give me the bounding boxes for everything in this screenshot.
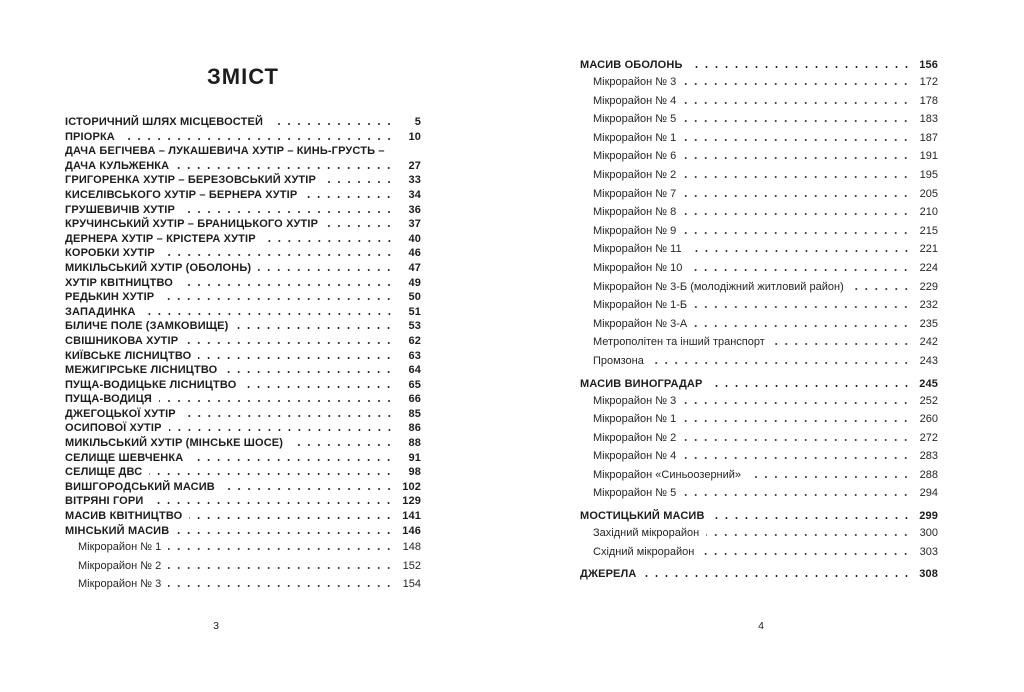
toc-entry-label: СЕЛИЩЕ ШЕВЧЕНКА: [65, 451, 184, 464]
toc-heading: ЗМІСТ: [207, 64, 279, 89]
toc-entry-label: МЕЖИГІРСЬКЕ ЛІСНИЦТВО: [65, 364, 218, 377]
toc-entry-label: СВІШНИКОВА ХУТІР: [65, 334, 179, 347]
toc-entry: [65, 451, 421, 466]
dot-leader: [168, 585, 394, 587]
toc-entry-page: 152: [402, 559, 421, 572]
toc-entry: [65, 436, 421, 451]
toc-entry-page: 191: [919, 150, 938, 163]
page-number-left: 3: [213, 620, 219, 632]
toc-entry: [65, 349, 421, 364]
toc-entry-page: 63: [408, 349, 421, 362]
dot-leader: [851, 288, 911, 290]
toc-entry-label: Мікрорайон № 6: [593, 150, 677, 163]
toc-entry-page: 243: [919, 354, 938, 367]
toc-entry-page: 53: [408, 320, 421, 333]
toc-entry-label: Мікрорайон № 3-Б (молодіжний житловий район): [593, 280, 844, 293]
dot-leader: [683, 213, 911, 215]
dot-leader: [706, 534, 911, 536]
toc-entry-label: Мікрорайон № 9: [593, 224, 677, 237]
toc-entry: [580, 259, 938, 278]
toc-entry-page: 172: [919, 76, 938, 88]
toc-entry: [580, 509, 938, 524]
toc-entry: [580, 203, 938, 222]
dot-leader: [168, 548, 394, 550]
toc-entry-page: 294: [919, 487, 938, 500]
toc-entry-page: 5: [414, 116, 421, 128]
dot-leader: [748, 476, 911, 478]
toc-entry-label: ВИШГОРОДСЬКИЙ МАСИВ: [65, 480, 215, 493]
toc-entry: [65, 465, 421, 480]
toc-entry-label: МІНСЬКИЙ МАСИВ: [65, 524, 170, 537]
dot-leader: [224, 371, 394, 373]
toc-entry-page: 245: [919, 377, 938, 390]
toc-entry: [580, 410, 938, 429]
dot-leader: [162, 254, 394, 256]
dot-leader: [198, 357, 394, 359]
toc-entry-page: 51: [408, 305, 421, 318]
toc-entry: [65, 246, 421, 261]
toc-entry-label: ДЖЕРЕЛА: [580, 568, 637, 581]
toc-entry: [580, 222, 938, 241]
toc-entry-label: МИКІЛЬСЬКИЙ ХУТІР (ОБОЛОНЬ): [65, 261, 252, 274]
toc-entry: [65, 378, 421, 393]
toc-entry: [580, 58, 938, 73]
toc-entry: [65, 290, 421, 305]
toc-entry-label: Промзона: [593, 354, 644, 367]
dot-leader: [185, 342, 394, 344]
toc-entry: [580, 110, 938, 129]
toc-entry-page: 34: [408, 188, 421, 201]
toc-entry: [65, 188, 421, 203]
dot-leader: [683, 420, 911, 422]
toc-entry-label: КОРОБКИ ХУТІР: [65, 247, 155, 260]
toc-entry-page: 221: [919, 243, 938, 256]
toc-entry: [65, 557, 421, 576]
toc-entry-page: 303: [919, 545, 938, 558]
toc-entry: [65, 363, 421, 378]
dot-leader: [701, 553, 911, 555]
toc-entry-label: Західний мікрорайон: [593, 527, 700, 540]
toc-entry-label: ДЕРНЕРА ХУТІР – КРІСТЕРА ХУТІР: [65, 232, 256, 245]
toc-entry: [580, 185, 938, 204]
toc-entry-page: 283: [919, 450, 938, 463]
toc-entry: [580, 567, 938, 582]
dot-leader: [683, 439, 911, 441]
toc-entry-label: Мікрорайон № 3: [593, 394, 677, 407]
toc-entry-page: 37: [408, 218, 421, 231]
toc-entry-page: 146: [402, 524, 421, 537]
toc-entry: [580, 429, 938, 448]
toc-entry-label: ДЖЕГОЦЬКОЇ ХУТІР: [65, 407, 176, 420]
toc-entry: [580, 333, 938, 352]
toc-entry: [65, 421, 421, 436]
toc-entry-label: БІЛИЧЕ ПОЛЕ (ЗАМКОВИЩЕ): [65, 320, 229, 333]
toc-entry-page: 183: [919, 113, 938, 126]
toc-entry-page: 85: [408, 407, 421, 420]
toc-entry-label: Мікрорайон № 3: [78, 578, 162, 591]
toc-entry: [580, 147, 938, 166]
toc-entry: [580, 377, 938, 392]
dot-leader: [263, 240, 394, 242]
toc-entry-label: Мікрорайон № 11: [593, 243, 682, 256]
toc-entry-label: Метрополітен та інший транспорт: [593, 336, 765, 349]
dot-leader: [689, 269, 911, 271]
toc-entry: [580, 278, 938, 297]
dot-leader: [143, 313, 394, 315]
dot-leader: [290, 444, 394, 446]
dot-leader: [235, 327, 394, 329]
toc-entry: [580, 543, 938, 562]
dot-leader: [683, 402, 911, 404]
toc-entry: [65, 305, 421, 320]
toc-entry: [580, 524, 938, 543]
dot-leader: [712, 517, 911, 519]
toc-entry-page: 91: [408, 451, 421, 464]
toc-entry: [580, 315, 938, 334]
toc-entry-label: МАСИВ ВИНОГРАДАР: [580, 377, 703, 390]
toc-entry-page: 40: [408, 232, 421, 245]
toc-entry: [580, 73, 938, 92]
dot-leader: [683, 457, 911, 459]
toc-entry-page: 300: [919, 527, 938, 540]
toc-entry-label: СЕЛИЩЕ ДВС: [65, 466, 143, 479]
toc-entry-page: 195: [919, 168, 938, 181]
dot-leader: [270, 123, 394, 125]
dot-leader: [182, 211, 394, 213]
toc-entry-page: 242: [919, 336, 938, 349]
toc-entry-label: РЕДЬКИН ХУТІР: [65, 291, 155, 304]
toc-entry-label: ДАЧА КУЛЬЖЕНКА: [65, 159, 170, 172]
toc-entry-page: 154: [402, 578, 421, 591]
dot-leader: [190, 459, 394, 461]
toc-entry-label: ГРИГОРЕНКА ХУТІР – БЕРЕЗОВСЬКИЙ ХУТІР: [65, 174, 316, 187]
dot-leader: [161, 298, 394, 300]
dot-leader: [168, 567, 394, 569]
toc-entry-page: 215: [919, 224, 938, 237]
toc-entry-label: ПРІОРКА: [65, 130, 115, 143]
toc-entry-page: 102: [402, 480, 421, 493]
toc-entry: [65, 217, 421, 232]
toc-entry: [65, 392, 421, 407]
toc-entry-page: 50: [408, 291, 421, 304]
dot-leader: [243, 386, 394, 388]
dot-leader: [683, 139, 911, 141]
toc-entry-page: 98: [408, 466, 421, 479]
toc-entry-label: ДАЧА БЕГІЧЕВА – ЛУКАШЕВИЧА ХУТІР – КИНЬ-ГРУСТЬ –: [65, 145, 385, 158]
toc-entry-page: 235: [919, 317, 938, 330]
dot-leader: [189, 517, 394, 519]
dot-leader: [258, 269, 394, 271]
toc-entry-label: Мікрорайон № 7: [593, 187, 677, 200]
toc-entry: [580, 166, 938, 185]
toc-entry-label: КРУЧИНСЬКИЙ ХУТІР – БРАНИЦЬКОГО ХУТІР: [65, 218, 319, 231]
toc-entry: [65, 494, 421, 509]
toc-entry-label: МИКІЛЬСЬКИЙ ХУТІР (МІНСЬКЕ ШОСЕ): [65, 437, 284, 450]
dot-leader: [690, 66, 911, 68]
toc-entry: [580, 129, 938, 148]
toc-entry-label: МОСТИЦЬКИЙ МАСИВ: [580, 510, 705, 523]
dot-leader: [644, 575, 911, 577]
toc-entry-page: 232: [919, 299, 938, 312]
toc-entry: [65, 407, 421, 422]
dot-leader: [176, 532, 394, 534]
toc-entry-page: 252: [919, 394, 938, 407]
toc-entry-label: Мікрорайон № 1: [78, 541, 162, 554]
toc-entry-page: 141: [402, 510, 421, 523]
toc-entry-page: 210: [919, 206, 938, 219]
toc-entry-page: 46: [408, 247, 421, 260]
toc-entry-label: Мікрорайон № 3: [593, 76, 677, 88]
toc-entry-page: 10: [408, 130, 421, 143]
toc-entry-label: ХУТІР КВІТНИЦТВО: [65, 276, 174, 289]
toc-entry: [65, 524, 421, 539]
toc-entry-label: Мікрорайон № 2: [78, 559, 162, 572]
dot-leader: [150, 502, 394, 504]
toc-entry-page: 129: [402, 495, 421, 508]
dot-leader: [183, 415, 394, 417]
toc-entry-label: КИСЕЛІВСЬКОГО ХУТІР – БЕРНЕРА ХУТІР: [65, 188, 298, 201]
toc-page-left: [65, 115, 421, 594]
toc-entry-page: 62: [408, 334, 421, 347]
dot-leader: [304, 196, 394, 198]
toc-entry: [65, 261, 421, 276]
toc-entry-label: Мікрорайон № 5: [593, 487, 677, 500]
toc-entry: [65, 319, 421, 334]
toc-entry: [65, 159, 421, 174]
dot-leader: [169, 429, 394, 431]
toc-entry: [65, 509, 421, 524]
toc-entry-page: 156: [919, 59, 938, 71]
toc-entry-page: 47: [408, 261, 421, 274]
toc-entry-page: 36: [408, 203, 421, 216]
dot-leader: [159, 400, 394, 402]
toc-entry: [65, 480, 421, 495]
dot-leader: [683, 102, 911, 104]
toc-entry: [65, 130, 421, 145]
dot-leader: [222, 488, 394, 490]
toc-entry-label: ПУЩА-ВОДИЦЬКЕ ЛІСНИЦТВО: [65, 378, 237, 391]
toc-entry: [580, 240, 938, 259]
toc-entry-page: 299: [919, 510, 938, 523]
toc-entry: [580, 92, 938, 111]
toc-entry-page: 187: [919, 131, 938, 144]
toc-entry: [65, 538, 421, 557]
toc-entry-label: Мікрорайон № 3-А: [593, 317, 688, 330]
toc-entry-label: МАСИВ КВІТНИЦТВО: [65, 510, 183, 523]
toc-entry-page: 229: [919, 280, 938, 293]
toc-entry-page: 86: [408, 422, 421, 435]
dot-leader: [683, 195, 911, 197]
dot-leader: [176, 167, 394, 169]
toc-entry-page: 66: [408, 393, 421, 406]
toc-page-right: [580, 58, 938, 582]
toc-entry-label: ОСИПОВОЇ ХУТІР: [65, 422, 162, 435]
toc-entry-label: Мікрорайон № 1: [593, 131, 677, 144]
dot-leader: [683, 176, 911, 178]
toc-entry-label: Мікрорайон № 2: [593, 168, 677, 181]
toc-entry-label: Мікрорайон № 1-Б: [593, 299, 688, 312]
toc-entry: [580, 392, 938, 411]
toc-entry-page: 27: [408, 159, 421, 172]
toc-entry: [580, 447, 938, 466]
toc-entry: [580, 466, 938, 485]
toc-entry-label: ВІТРЯНІ ГОРИ: [65, 495, 144, 508]
dot-leader: [683, 157, 911, 159]
toc-entry: [65, 115, 421, 130]
toc-entry: [580, 484, 938, 503]
dot-leader: [694, 306, 911, 308]
dot-leader: [651, 362, 911, 364]
dot-leader: [149, 473, 394, 475]
dot-leader: [323, 181, 394, 183]
toc-entry-label: ІСТОРИЧНИЙ ШЛЯХ МІСЦЕВОСТЕЙ: [65, 116, 264, 128]
dot-leader: [122, 138, 394, 140]
toc-entry: [65, 276, 421, 291]
toc-entry: [65, 144, 421, 159]
toc-entry-label: ЗАПАДИНКА: [65, 305, 136, 318]
dot-leader: [683, 120, 911, 122]
toc-entry-page: 178: [919, 94, 938, 107]
page-number-right: 4: [758, 620, 764, 632]
toc-entry: [65, 173, 421, 188]
toc-entry: [580, 296, 938, 315]
dot-leader: [180, 284, 394, 286]
toc-entry-page: 308: [919, 568, 938, 581]
toc-entry-page: 64: [408, 364, 421, 377]
toc-entry: [65, 334, 421, 349]
toc-entry: [65, 203, 421, 218]
dot-leader: [710, 385, 911, 387]
dot-leader: [325, 225, 394, 227]
toc-entry-label: Мікрорайон № 2: [593, 431, 677, 444]
toc-entry-page: 33: [408, 174, 421, 187]
toc-entry-page: 260: [919, 413, 938, 426]
toc-entry-label: Мікрорайон № 4: [593, 450, 677, 463]
toc-entry-label: ПУЩА-ВОДИЦЯ: [65, 393, 152, 406]
toc-entry: [65, 232, 421, 247]
toc-entry-page: 288: [919, 468, 938, 481]
toc-entry-label: Мікрорайон «Синьоозерний»: [593, 468, 742, 481]
dot-leader: [772, 343, 911, 345]
toc-entry: [65, 575, 421, 594]
toc-entry-label: Мікрорайон № 5: [593, 113, 677, 126]
dot-leader: [689, 250, 911, 252]
dot-leader: [683, 83, 911, 85]
toc-entry-page: 88: [408, 437, 421, 450]
toc-entry-label: Східний мікрорайон: [593, 545, 695, 558]
toc-entry-label: Мікрорайон № 8: [593, 206, 677, 219]
toc-entry-page: 272: [919, 431, 938, 444]
toc-entry-label: КИЇВСЬКЕ ЛІСНИЦТВО: [65, 349, 192, 362]
toc-entry-label: Мікрорайон № 4: [593, 94, 677, 107]
toc-entry-page: 224: [919, 261, 938, 274]
toc-entry: [580, 352, 938, 371]
dot-leader: [694, 325, 911, 327]
dot-leader: [683, 232, 911, 234]
toc-entry-label: Мікрорайон № 10: [593, 261, 683, 274]
toc-entry-page: 49: [408, 276, 421, 289]
dot-leader: [683, 494, 911, 496]
toc-entry-label: ГРУШЕВИЧІВ ХУТІР: [65, 203, 175, 216]
toc-entry-label: Мікрорайон № 1: [593, 413, 677, 426]
toc-entry-page: 148: [402, 541, 421, 554]
toc-entry-page: 65: [408, 378, 421, 391]
toc-entry-label: МАСИВ ОБОЛОНЬ: [580, 59, 683, 71]
toc-entry-page: 205: [919, 187, 938, 200]
